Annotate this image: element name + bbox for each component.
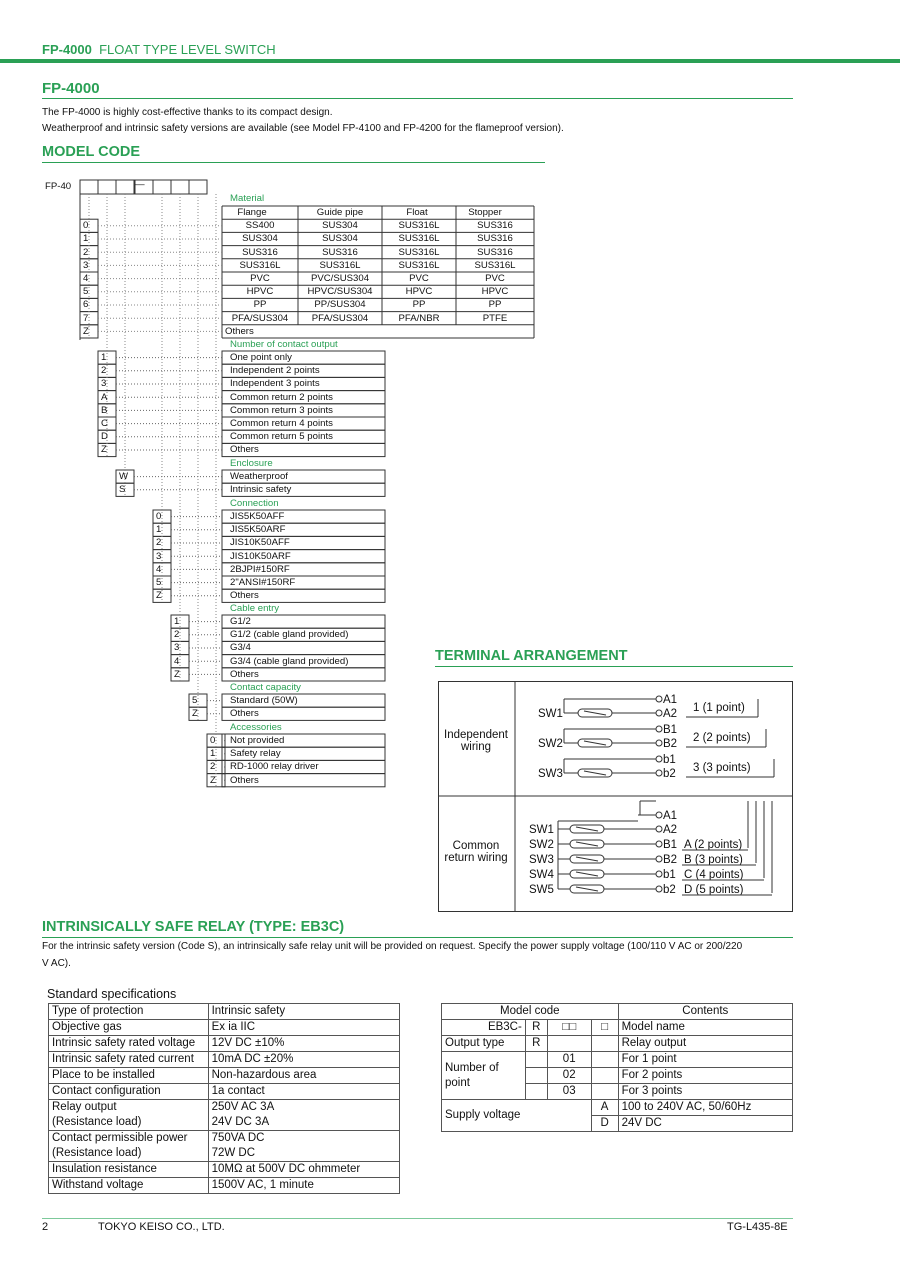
point-label: 3 (3 points) [693,762,751,774]
connection-desc: JIS5K50AFF [230,511,285,522]
enclosure-label: Enclosure [230,458,273,469]
mt-points-label-2: point [445,1076,470,1089]
switch-label: SW5 [529,884,554,896]
accessory-code: Z [210,774,216,786]
mt-output-desc: Relay output [618,1036,792,1052]
material-header: Guide pipe [316,207,364,218]
spec-label: Intrinsic safety rated voltage [49,1036,209,1052]
terminal-circle [656,886,662,892]
mt-base-pts: □□ [547,1020,591,1036]
header-subtitle: FLOAT TYPE LEVEL SWITCH [99,42,276,57]
spec-value: 750VA DC [208,1131,399,1147]
material-cell: SUS316L [474,259,516,271]
mt-supply-code: D [591,1116,618,1132]
connection-code: 1 [156,524,162,536]
material-code: 6 [83,299,89,311]
accessory-desc: Others [230,774,259,786]
material-cell: SUS316 [242,246,278,258]
material-header: Flange [237,207,267,218]
contact-code: Z [101,444,107,456]
section-title: FP-4000 [42,80,100,97]
mt-point-code: 02 [547,1068,591,1084]
terminal-label: A1 [663,694,678,706]
material-cell: HPVC [481,286,509,298]
spec-label: Withstand voltage [49,1178,209,1194]
mt-supply-code: A [591,1100,618,1116]
material-code: 7 [83,312,89,324]
common-label: Common [452,840,500,852]
terminal-label: A1 [663,810,678,822]
terminal-label: b1 [663,869,676,881]
relay-desc-1: For the intrinsic safety version (Code S), an intrinsically safe relay unit will be provided on request. Specify the power supply voltage (100/110 V AC or 200/220 [42,941,743,952]
capacity-desc: Others [230,708,259,720]
cable-desc: G1/2 (cable gland provided) [230,629,349,641]
spec-title: Standard specifications [47,987,177,1001]
material-header: Stopper [468,207,502,218]
mt-supply-desc: 100 to 240V AC, 50/60Hz [618,1100,792,1116]
code-box [189,180,207,194]
cable-code: 1 [174,616,180,627]
cable-code: 4 [174,655,180,667]
cable-label: Cable entry [230,603,280,614]
header-model: FP-4000 [42,42,92,57]
connection-code: Z [156,590,162,602]
spec-value: 72W DC [208,1146,399,1162]
terminal-label: B2 [663,738,678,750]
terminal-label: B1 [663,839,678,851]
footer-rule [42,1218,793,1219]
terminal-label: A2 [663,824,678,836]
accessory-label: Accessories [230,722,282,733]
contact-desc: Independent 3 points [230,378,320,390]
model-prefix: FP-40 [45,181,72,192]
material-cell: PP [488,299,502,311]
terminal-label: b1 [663,754,676,766]
connection-desc: JIS10K50AFF [230,537,290,549]
spec-label: Contact permissible power [49,1131,209,1147]
code-dash: — [135,179,145,190]
code-box [171,180,189,194]
spec-value: Intrinsic safety [208,1004,399,1020]
material-cell: PVC [409,273,429,284]
footer-company: TOKYO KEISO CO., LTD. [98,1221,225,1233]
intro-line-2: Weatherproof and intrinsic safety versions are available (see Model FP-4100 and FP-4200 for the flameproof version). [42,123,564,134]
connection-code: 0 [156,511,162,522]
material-cell: PP [412,299,426,311]
material-code: 0 [83,220,89,232]
material-cell: HPVC [246,286,274,298]
code-box [80,180,98,194]
mt-supply-label: Supply voltage [442,1100,592,1132]
spec-value: Non-hazardous area [208,1068,399,1084]
code-box [116,180,134,194]
material-cell: SUS316L [398,259,440,271]
spec-row [49,1004,400,1020]
contact-desc: Others [230,444,259,456]
contact-code: A [101,391,108,403]
code-box [98,180,116,194]
cable-desc: Others [230,668,259,680]
material-cell: PVC/SUS304 [310,273,370,284]
material-cell: SUS316L [398,233,440,245]
material-code: 3 [83,259,89,271]
spec-value: Ex ia IIC [208,1020,399,1036]
contact-desc: One point only [230,352,292,363]
enclosure-desc: Weatherproof [230,471,288,482]
mt-header-model: Model code [442,1004,619,1020]
material-cell: HPVC/SUS304 [307,286,373,298]
contact-code: C [101,418,108,429]
spec-row [49,1052,400,1068]
spec-label: Insulation resistance [49,1162,209,1178]
terminal-circle [656,871,662,877]
contact-code: 1 [101,352,107,363]
relay-heading: INTRINSICALLY SAFE RELAY (TYPE: EB3C) [42,919,345,935]
connection-label: Connection [230,498,279,509]
switch-label: SW2 [529,839,554,851]
mt-points-label-1: Number of [445,1061,499,1074]
connection-code: 5 [156,577,162,588]
model-code-heading: MODEL CODE [42,144,141,160]
terminal-circle [656,696,662,702]
spec-row [49,1162,400,1178]
terminal-diagram [438,681,793,912]
spec-row [49,1068,400,1084]
model-code-table [441,1003,793,1132]
spec-row [49,1131,400,1147]
terminal-circle [656,770,662,776]
mt-point-desc: For 2 points [618,1068,792,1084]
terminal-label: A2 [663,708,678,720]
spec-table [48,1003,400,1194]
accessory-code: 2 [210,761,216,773]
material-cell: SS400 [245,220,275,232]
material-cell: SUS304 [322,233,358,245]
accessory-desc: Not provided [230,735,285,746]
terminal-label: b2 [663,768,676,780]
switch-label: SW4 [529,869,554,881]
spec-row [49,1036,400,1052]
material-label: Material [230,193,265,204]
spec-value: 12V DC ±10% [208,1036,399,1052]
indep-label: wiring [460,741,492,753]
material-code: 1 [83,233,89,245]
spec-label: Objective gas [49,1020,209,1036]
terminal-heading: TERMINAL ARRANGEMENT [435,648,628,664]
material-cell: PTFE [482,312,508,324]
contact-code: B [101,404,108,416]
contact-desc: Independent 2 points [230,365,320,377]
spec-value: 250V AC 3A [208,1100,399,1116]
contact-desc: Common return 3 points [230,404,333,416]
spec-label: Relay output [49,1100,209,1116]
material-cell: PP [253,299,267,311]
contact-desc: Common return 5 points [230,431,333,443]
connection-desc: 2"ANSI#150RF [230,577,296,588]
accessory-code: 1 [210,748,216,760]
mt-supply-desc: 24V DC [618,1116,792,1132]
spec-label: Contact configuration [49,1084,209,1100]
material-cell: SUS316L [319,259,361,271]
terminal-circle [656,812,662,818]
capacity-code: 5 [192,695,198,706]
material-cell: PVC [250,273,270,284]
material-cell: PP/SUS304 [314,299,366,311]
spec-row [49,1146,400,1162]
spec-value: 1500V AC, 1 minute [208,1178,399,1194]
capacity-code: Z [192,708,198,720]
spec-label: (Resistance load) [49,1146,209,1162]
contact-label: Number of contact output [230,339,338,350]
material-header: Float [406,207,428,218]
spec-row [49,1084,400,1100]
accessory-code: 0 [210,735,216,746]
mt-base: EB3C- [442,1020,526,1036]
material-code: Z [83,325,89,337]
point-label: C (4 points) [684,869,744,881]
spec-value: 10mA DC ±20% [208,1052,399,1068]
material-cell: PVC [485,273,505,284]
contact-code: 3 [101,378,107,390]
switch-label: SW3 [529,854,554,866]
mt-point-code: 03 [547,1084,591,1100]
material-other: Others [225,325,254,337]
capacity-label: Contact capacity [230,682,301,693]
terminal-circle [656,710,662,716]
connection-desc: Others [230,590,259,602]
spec-value: 10MΩ at 500V DC ohmmeter [208,1162,399,1178]
indep-label: Independent [444,729,508,741]
connection-code: 2 [156,537,162,549]
cable-code: 3 [174,642,180,654]
contact-code: 2 [101,365,107,377]
contact-desc: Common return 4 points [230,418,333,429]
code-box [153,180,171,194]
switch-label: SW1 [538,708,563,720]
terminal-wiring-diagram [438,681,793,912]
mt-points-label [442,1052,526,1100]
spec-value: 1a contact [208,1084,399,1100]
connection-desc: JIS10K50ARF [230,550,291,562]
enclosure-code: S [119,484,126,496]
footer-doc: TG-L435-8E [727,1221,788,1233]
point-label: D (5 points) [684,884,744,896]
terminal-circle [656,740,662,746]
mt-base-desc: Model name [618,1020,792,1036]
material-cell: SUS304 [242,233,278,245]
mt-output-label: Output type [442,1036,526,1052]
relay-desc-2: V AC). [42,958,71,969]
accessory-desc: RD-1000 relay driver [230,761,319,773]
spec-label: Intrinsic safety rated current [49,1052,209,1068]
material-cell: SUS316L [398,220,440,232]
terminal-rule [435,666,793,667]
enclosure-code: W [119,471,129,482]
material-cell: PFA/SUS304 [311,312,369,324]
intro-line-1: The FP-4000 is highly cost-effective thanks to its compact design. [42,107,333,118]
switch-label: SW3 [538,768,563,780]
mt-output-code: R [525,1036,547,1052]
cable-code: 2 [174,629,180,641]
mt-point-code: 01 [547,1052,591,1068]
material-cell: PFA/NBR [398,312,440,324]
material-code: 5 [83,286,89,298]
terminal-circle [656,756,662,762]
terminal-label: b2 [663,884,676,896]
terminal-circle [656,826,662,832]
spec-label: Type of protection [49,1004,209,1020]
contact-code: D [101,431,108,443]
connection-desc: JIS5K50ARF [230,524,286,536]
cable-desc: G1/2 [230,616,251,627]
mt-base-r: R [525,1020,547,1036]
relay-rule [42,937,793,938]
capacity-desc: Standard (50W) [230,695,298,706]
terminal-circle [656,856,662,862]
material-cell: HPVC [405,286,433,298]
cable-desc: G3/4 (cable gland provided) [230,655,349,667]
material-cell: SUS316 [477,233,513,245]
material-cell: SUS316 [322,246,358,258]
material-cell: SUS316 [477,220,513,232]
spec-row [49,1115,400,1131]
material-code: 2 [83,246,89,258]
material-cell: SUS316 [477,246,513,258]
point-label: B (3 points) [684,854,743,866]
accessory-desc: Safety relay [230,748,281,760]
point-label: 2 (2 points) [693,732,751,744]
terminal-label: B1 [663,724,678,736]
cable-desc: G3/4 [230,642,251,654]
terminal-circle [656,726,662,732]
material-cell: PFA/SUS304 [231,312,289,324]
connection-code: 3 [156,550,162,562]
terminal-circle [656,841,662,847]
spec-label: Place to be installed [49,1068,209,1084]
spec-row [49,1178,400,1194]
switch-label: SW1 [529,824,554,836]
material-cell: SUS304 [322,220,358,232]
connection-desc: 2BJPI#150RF [230,563,290,575]
spec-row [49,1020,400,1036]
switch-label: SW2 [538,738,563,750]
contact-desc: Common return 2 points [230,391,333,403]
mt-header-contents: Contents [618,1004,792,1020]
mt-point-desc: For 1 point [618,1052,792,1068]
common-label: return wiring [444,852,508,864]
material-cell: SUS316L [398,246,440,258]
terminal-label: B2 [663,854,678,866]
connection-code: 4 [156,563,162,575]
spec-value: 24V DC 3A [208,1115,399,1131]
material-cell: SUS316L [239,259,281,271]
spec-row [49,1100,400,1116]
mt-base-v: □ [591,1020,618,1036]
spec-label: (Resistance load) [49,1115,209,1131]
material-code: 4 [83,273,89,284]
enclosure-desc: Intrinsic safety [230,484,292,496]
footer-page: 2 [42,1221,49,1233]
cable-code: Z [174,668,180,680]
mt-point-desc: For 3 points [618,1084,792,1100]
point-label: A (2 points) [684,839,743,851]
point-label: 1 (1 point) [693,702,745,714]
